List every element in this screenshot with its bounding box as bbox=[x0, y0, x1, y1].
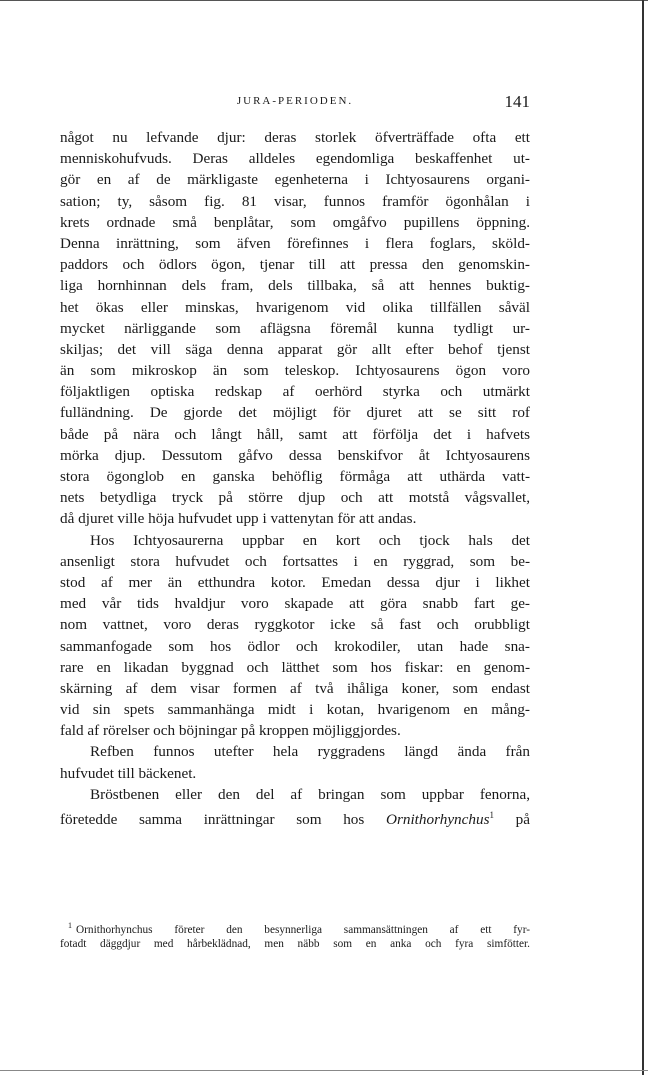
text-line: följaktligen optiska redskap af oerhörd styrka och utmärkt bbox=[60, 383, 530, 401]
text-line: stod af mer än etthundra kotor. Emedan dessa djur i likhet bbox=[60, 573, 530, 591]
footnote-marker: 1 bbox=[68, 921, 72, 930]
text-line: Denna inrättning, som äfven förefinnes i flera foglars, sköld- bbox=[60, 234, 530, 252]
text-line: sammanfogade som hos ödlor och krokodiler, utan hade sna- bbox=[60, 637, 530, 655]
scan-edge-right bbox=[642, 0, 644, 1075]
text-line: liga hornhinnan dels fram, dels tillbaka, så att hennes buktig- bbox=[60, 277, 530, 295]
text-line: då djuret ville höja hufvudet upp i vattenytan för att andas. bbox=[60, 510, 417, 528]
text-line: menniskohufvuds. Deras alldeles egendomliga beskaffenhet ut- bbox=[60, 150, 530, 168]
scan-edge-top bbox=[0, 0, 648, 5]
footnote-line bbox=[60, 917, 530, 935]
text-line: mörka djup. Dessutom gåfvo dessa benskifvor åt Ichtyosaurens bbox=[60, 446, 530, 464]
footnote-line: fotadt däggdjur med hårbeklädnad, men näbb som en anka och fyra simfötter. bbox=[60, 938, 530, 950]
footnote-text: Ornithorhynchus företer den besynnerliga sammansättningen af ett fyr- bbox=[76, 923, 530, 936]
line-suffix: på bbox=[515, 811, 531, 829]
text-line: fulländning. De gjorde det möjligt för djuret att se sitt rof bbox=[60, 404, 530, 422]
footnote bbox=[60, 917, 530, 953]
text-line: nom vattnet, voro deras ryggkotor icke så fast och orubbligt bbox=[60, 616, 530, 634]
text-line: sation; ty, såsom fig. 81 visar, funnos framför ögonhålan i bbox=[60, 192, 530, 210]
text-line: ansenligt stora hufvudet och fortsattes i en ryggrad, som be- bbox=[60, 552, 530, 570]
text-line: fald af rörelser och böjningar på kroppen möjliggjordes. bbox=[60, 722, 401, 740]
text-line-with-footnote-ref bbox=[60, 805, 531, 829]
scan-edge-bottom bbox=[0, 1070, 648, 1071]
text-line: gör en af de märkligaste egenheterna i Ichtyosaurens organi- bbox=[60, 171, 530, 189]
text-line: än som mikroskop än som teleskop. Ichtyosaurens ögon voro bbox=[60, 362, 530, 380]
text-line: med vår tids hvaldjur voro skapade att göra snabb fart ge- bbox=[60, 595, 530, 613]
text-line: både på nära och långt håll, samt att förfölja det i hafvets bbox=[60, 425, 530, 443]
text-line: stora ögonglob en ganska behöflig förmåga att uthärda vatt- bbox=[60, 468, 530, 485]
italic-term: Ornithorhynchus bbox=[385, 811, 490, 829]
text-line: krets ordnade små benplåtar, som omgåfvo pupillens öppning. bbox=[60, 213, 530, 231]
text-line: hufvudet till bäckenet. bbox=[60, 764, 197, 782]
paragraph-start-line: Refben funnos utefter hela ryggradens längd ända från bbox=[90, 743, 530, 761]
line-prefix: företedde samma inrättningar som hos bbox=[60, 811, 365, 829]
running-head bbox=[60, 92, 530, 112]
text-line: vid sin spets sammanhänga midt i kotan, hvarigenom en mång- bbox=[60, 701, 530, 719]
text-line: något nu lefvande djur: deras storlek öfverträffade ofta ett bbox=[60, 129, 530, 146]
text-line: nets betydliga tryck på större djup och att motstå vågsvallet, bbox=[60, 489, 530, 507]
text-line: het ökas eller minskas, hvarigenom vid olika tillfällen såväl bbox=[60, 298, 530, 316]
paragraph-start-line: Bröstbenen eller den del af bringan som uppbar fenorna, bbox=[90, 785, 530, 803]
page-number: 141 bbox=[504, 92, 530, 111]
footnote-ref: 1 bbox=[489, 810, 494, 820]
paragraph-start-line: Hos Ichtyosaurerna uppbar en kort och tjock hals det bbox=[90, 531, 530, 549]
text-line: skärning af dem visar formen af två ihåliga koner, som endast bbox=[60, 679, 530, 697]
running-title: JURA-PERIODEN. bbox=[236, 95, 354, 107]
text-line: rare en likadan byggnad och lätthet som hos fiskar: en genom- bbox=[60, 658, 530, 676]
body-text bbox=[60, 127, 531, 829]
text-line: skiljas; det vill säga denna apparat gör allt efter behof tjenst bbox=[60, 340, 530, 358]
text-line: mycket närliggande som aflägsna föremål kunna tydligt ur- bbox=[60, 319, 530, 337]
text-line: paddors och ödlors ögon, tjenar till att pressa den genomskin- bbox=[60, 256, 530, 274]
